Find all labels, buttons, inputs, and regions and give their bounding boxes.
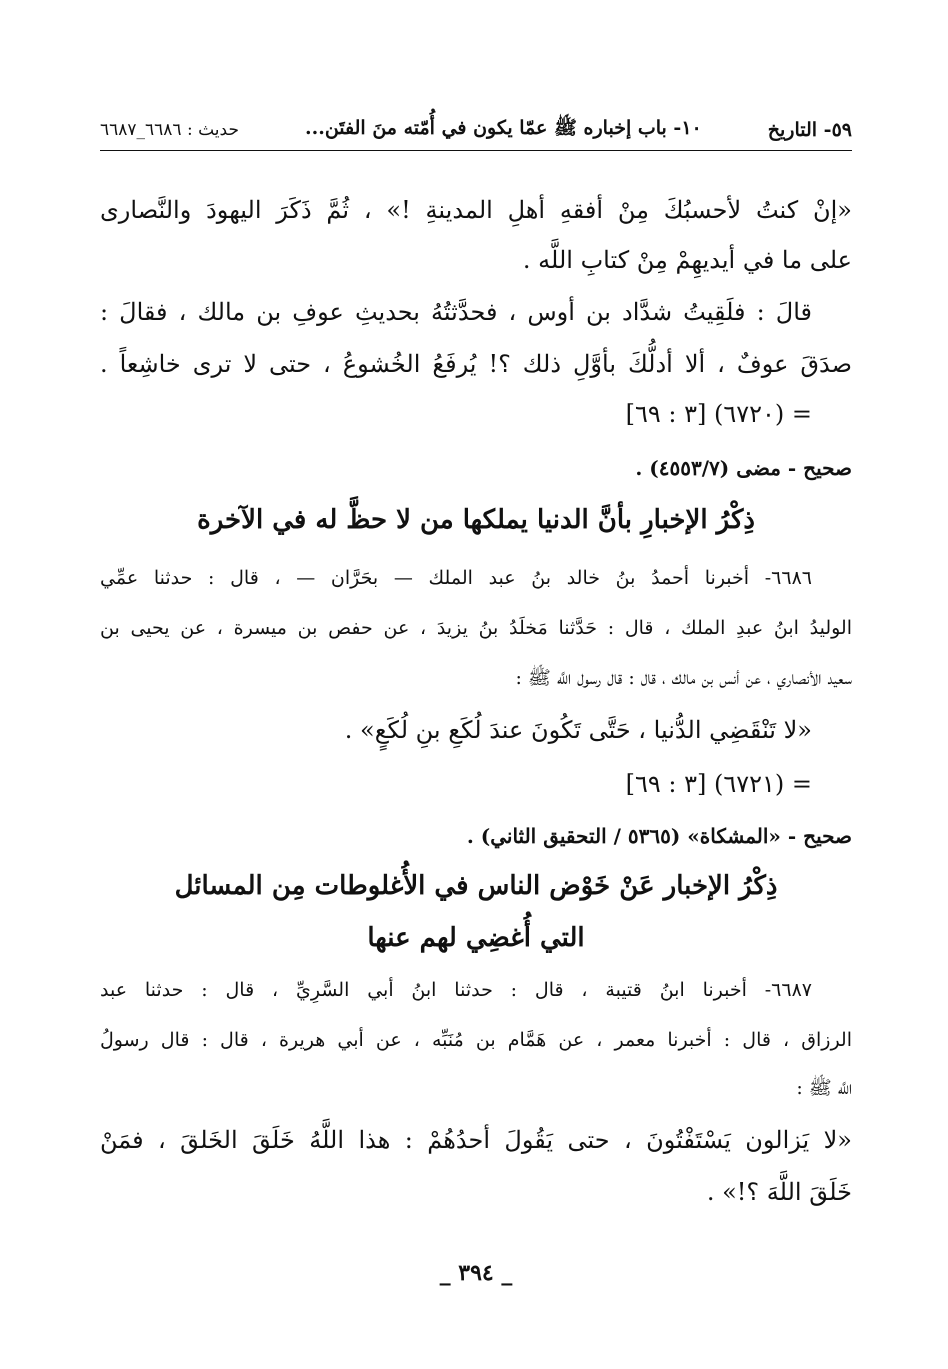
cross-reference: = (٦٧٢٠) [٣ : ٦٩] bbox=[625, 400, 812, 428]
text-line: على ما في أيديهِمْ مِنْ كتابِ اللَّه . bbox=[522, 246, 852, 274]
hadith-matn: «لا يَزالون يَسْتَفْتُونَ ، حتى يَقُولَ أحدُهُمْ : هذا اللَّهُ خَلَقَ الخَلقَ ، فمَنْ bbox=[100, 1126, 852, 1154]
section-heading: التي أُغضِي لهم عنها bbox=[367, 923, 585, 953]
running-header bbox=[100, 112, 852, 148]
book-page bbox=[100, 0, 852, 1369]
section-heading: ذِكْرُ الإخبارِ بأنَّ الدنيا يملكها من لا حظَّ له في الآخرة bbox=[197, 505, 755, 535]
hadith-grade: صحيح - مضى (٤٥٥٣/٧) . bbox=[635, 456, 852, 480]
isnad-line: ٦٦٨٧- أخبرنا ابنُ قتيبة ، قال : حدثنا ابنُ أبي السَّرِيِّ ، قال : حدثنا عبد bbox=[100, 979, 812, 1001]
isnad-line: ٦٦٨٦- أخبرنا أحمدُ بنُ خالد بنُ عبد الملك — بحَرَّان — ، قال : حدثنا عمِّي bbox=[100, 567, 812, 589]
page-number: _ ٣٩٤ _ bbox=[439, 1260, 513, 1286]
section-heading: ذِكْرُ الإخبار عَنْ خَوْض الناس في الأُغلوطات مِن المسائل bbox=[174, 871, 778, 901]
header-chapter: ١٠- باب إخباره ﷺ عمّا يكون في أُمّته منَ الفتَن... bbox=[304, 117, 702, 139]
hadith-matn: «لا تَنْقَضِي الدُّنيا ، حَتَّى تَكُونَ عندَ لُكَعِ بنِ لُكَعٍ» . bbox=[344, 716, 812, 744]
isnad-line: الوليدُ ابنُ عبدِ الملك ، قال : حَدَّثنا مَخلَدُ بنُ يزيدَ ، عن حفص بن ميسرة ، عن يحيى بن bbox=[100, 617, 852, 639]
header-hadith-range: حديث : ٦٦٨٦_٦٦٨٧ bbox=[100, 120, 239, 140]
header-rule bbox=[100, 150, 852, 151]
hadith-grade: صحيح - «المشكاة» (٥٣٦٥ / التحقيق الثاني) . bbox=[466, 824, 852, 848]
isnad-line: سعيد الأنصاري ، عن أنس بن مالك ، قال : قال رسول اللَّه ﷺ : bbox=[515, 667, 852, 689]
cross-reference: = (٦٧٢١) [٣ : ٦٩] bbox=[625, 770, 812, 798]
text-line: «إنْ كنتُ لأحسبُكَ مِنْ أفقهِ أهلِ المدينةِ !» ، ثُمَّ ذَكَرَ اليهودَ والنَّصارى bbox=[100, 196, 852, 224]
isnad-line: الرزاق ، قال : أخبرنا معمر ، عن هَمَّام بن مُنَبِّه ، عن أبي هريرة ، قال : قال رسولُ bbox=[100, 1029, 852, 1051]
hadith-matn: خَلَقَ اللَّهَ ؟!» . bbox=[706, 1178, 852, 1206]
text-line: قالَ : فلَقِيتُ شدَّاد بن أوس ، فحدَّثتُهُ بحديثِ عوفِ بن مالك ، فقالَ : bbox=[100, 298, 813, 326]
text-line: صدَقَ عوفٌ ، ألا أدلُّكَ بأوَّلِ ذلك ؟! يُرفَعُ الخُشوعُ ، حتى لا ترى خاشِعاً . bbox=[100, 350, 852, 378]
isnad-line: اللَّه ﷺ : bbox=[796, 1077, 852, 1099]
header-section: ٥٩- التاريخ bbox=[767, 119, 852, 141]
